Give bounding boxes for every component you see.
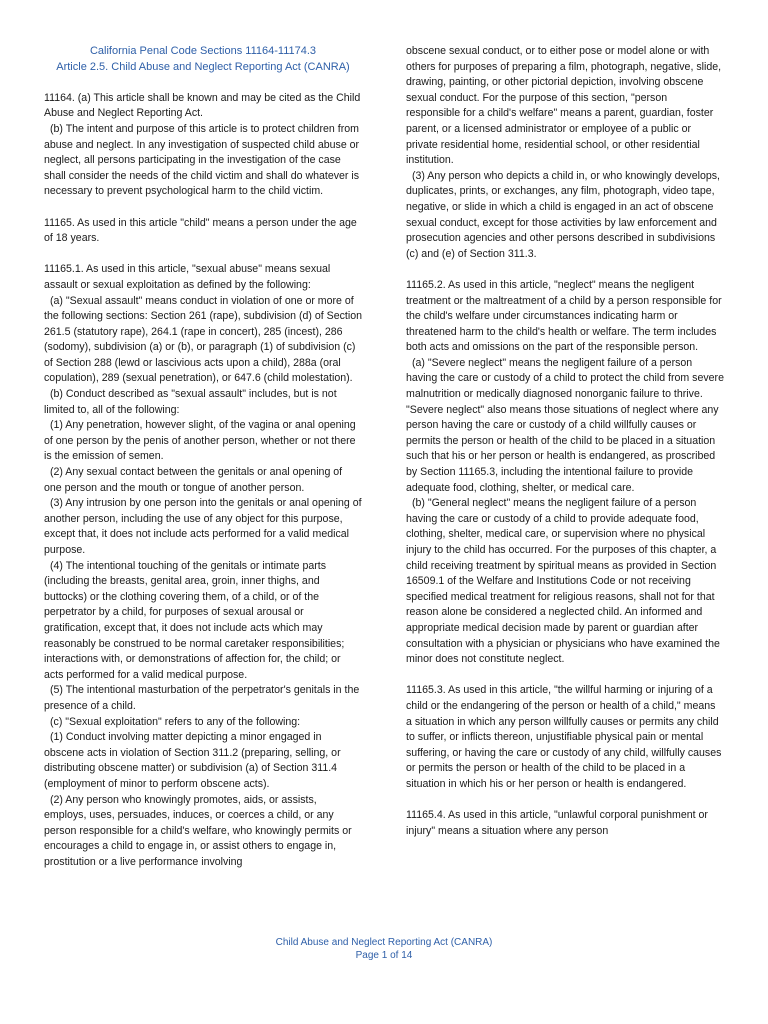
paragraph: (3) Any intrusion by one person into the genitals or anal opening of another person, including the use of any object for this purpose, except that, it does not include acts performed for a valid medical purpose.	[44, 497, 362, 556]
document-title: California Penal Code Sections 11164-11174.3	[89, 45, 317, 57]
paragraph: (b) Conduct described as "sexual assault" includes, but is not limited to, all of the following:	[44, 388, 337, 416]
paragraph: (a) "Sexual assault" means conduct in violation of one or more of the following sections: Section 261 (rape), subdivision (d) of Section 261.5 (statutory rape), 264.1 (rape in concert), 285 (incest), 286 (sodomy), subdivision (a) or (b), or paragraph (1) of subdivision (c) of Section 288 (lewd or lascivious acts upon a child), 288a (oral copulation), 289 (sexual penetration), or 647.6 (child molestation).	[44, 294, 362, 385]
paragraph: (1) Conduct involving matter depicting a minor engaged in obscene acts in violation of Section 311.2 (preparing, selling, or distributing obscene matter) or subdivision (a) of Section 311.4 (employment of minor to perform obscene acts).	[44, 731, 341, 790]
paragraph: (2) Any sexual contact between the genitals or anal opening of one person and the mouth or tongue of another person.	[44, 466, 343, 494]
paragraph: (a) "Severe neglect" means the negligent failure of a person having the care or custody of a child to protect the child from severe malnutrition or medically diagnosed nonorganic failure to thrive. "Severe neglect" also means those situations of neglect where any person having the care or custody of a child willfully causes or permits the person or health of the child to be placed in a situation such that his or her person or health is endangered, as proscribed by Section 11165.3, including the intentional failure to provide adequate food, clothing, shelter, or medical care.	[406, 356, 724, 494]
paragraph: 11164. (a) This article shall be known and may be cited as the Child Abuse and Neglect Reporting Act.	[44, 91, 361, 120]
paragraph: (b) "General neglect" means the negligent failure of a person having the care or custody of a child to provide adequate food, clothing, shelter, medical care, or supervision where no physical injury to the child has occurred. For the purposes of this chapter, a child receiving treatment by spiritual means as provided in Section 16509.1 of the Welfare and Institutions Code or not receiving specified medical treatment for religious reasons, shall not for that reason alone be considered a neglected child. An informed and appropriate medical decision made by parent or guardian after consultation with a physician or physicians who have examined the minor does not constitute neglect.	[406, 497, 720, 666]
paragraph-spacer	[44, 200, 362, 216]
document-subtitle: Article 2.5. Child Abuse and Neglect Reporting Act (CANRA)	[56, 60, 350, 73]
paragraph: (c) "Sexual exploitation" refers to any of the following:	[50, 715, 301, 728]
footer-title: Child Abuse and Neglect Reporting Act (CANRA)	[275, 937, 493, 948]
paragraph: 11165.4. As used in this article, "unlawful corporal punishment or injury" means a situation where any person	[406, 809, 708, 837]
paragraph: (5) The intentional masturbation of the perpetrator's genitals in the presence of a child.	[44, 684, 360, 712]
paragraph: obscene sexual conduct, or to either pose or model alone or with others for purposes of preparing a film, photograph, negative, slide, drawing, painting, or other pictorial depiction, involving obscene sexual conduct. For the purpose of this section, "person responsible for a child's welfare" means a parent, guardian, foster parent, or a licensed administrator or employee of a public or private residential home, residential school, or other residential institution.	[406, 45, 722, 167]
paragraph: (1) Any penetration, however slight, of the vagina or anal opening of one person by the penis of another person, whether or not there is the emission of semen.	[44, 419, 356, 463]
paragraph-spacer	[406, 668, 724, 684]
paragraph-spacer	[44, 247, 362, 263]
paragraph: (b) The intent and purpose of this article is to protect children from abuse and neglect. In any investigation of suspected child abuse or neglect, all persons participating in the investigation of the case shall consider the needs of the child victim and shall do whatever is necessary to prevent psychological harm to the child victim.	[44, 122, 360, 198]
right-column	[406, 44, 724, 839]
paragraph: 11165. As used in this article "child" means a person under the age of 18 years.	[44, 216, 357, 245]
page-number: Page 1 of 14	[355, 950, 413, 961]
paragraph: (4) The intentional touching of the genitals or intimate parts (including the breasts, genital area, groin, inner thighs, and buttocks) or the clothing covering them, of a child, or of the perpetrator by a child, for purposes of sexual arousal or gratification, except that, it does not include acts which may reasonably be construed to be normal caretaker responsibilities; interactions with, or demonstrations of affection for, the child; or acts performed for a valid medical purpose.	[44, 559, 345, 681]
paragraph-spacer	[406, 793, 724, 809]
left-column	[44, 44, 362, 870]
paragraph: 11165.2. As used in this article, "neglect" means the negligent treatment or the maltreatment of a child by a person responsible for the child's welfare under circumstances indicating harm or threatened harm to the child's health or welfare. The term includes both acts and omissions on the part of the responsible person.	[406, 278, 722, 354]
paragraph: 11165.3. As used in this article, "the willful harming or injuring of a child or the endangering of the person or health of a child," means a situation in which any person willfully causes or permits any child to suffer, or inflicts thereon, unjustifiable physical pain or mental suffering, or having the care or custody of any child, willfully causes or permits the person or health of the child to be placed in a situation in which his or her person or health is endangered.	[406, 684, 722, 790]
paragraph-spacer	[406, 262, 724, 278]
paragraph: (2) Any person who knowingly promotes, aids, or assists, employs, uses, persuades, induces, or coerces a child, or any person responsible for a child's welfare, who knowingly permits or encourages a child to engage in, or assist others to engage in, prostitution or a live performance involving	[44, 793, 352, 868]
spacer	[44, 75, 362, 91]
page-footer	[0, 936, 768, 962]
paragraph: (3) Any person who depicts a child in, or who knowingly develops, duplicates, prints, or exchanges, any film, photograph, video tape, negative, or slide in which a child is engaged in an act of obscene sexual conduct, except for those activities by law enforcement and prosecution agencies and other persons described in subdivisions (c) and (e) of Section 311.3.	[406, 169, 720, 260]
right-column-body	[406, 44, 724, 839]
left-column-body	[44, 91, 362, 871]
paragraph: 11165.1. As used in this article, "sexual abuse" means sexual assault or sexual exploitation as defined by the following:	[44, 263, 331, 291]
